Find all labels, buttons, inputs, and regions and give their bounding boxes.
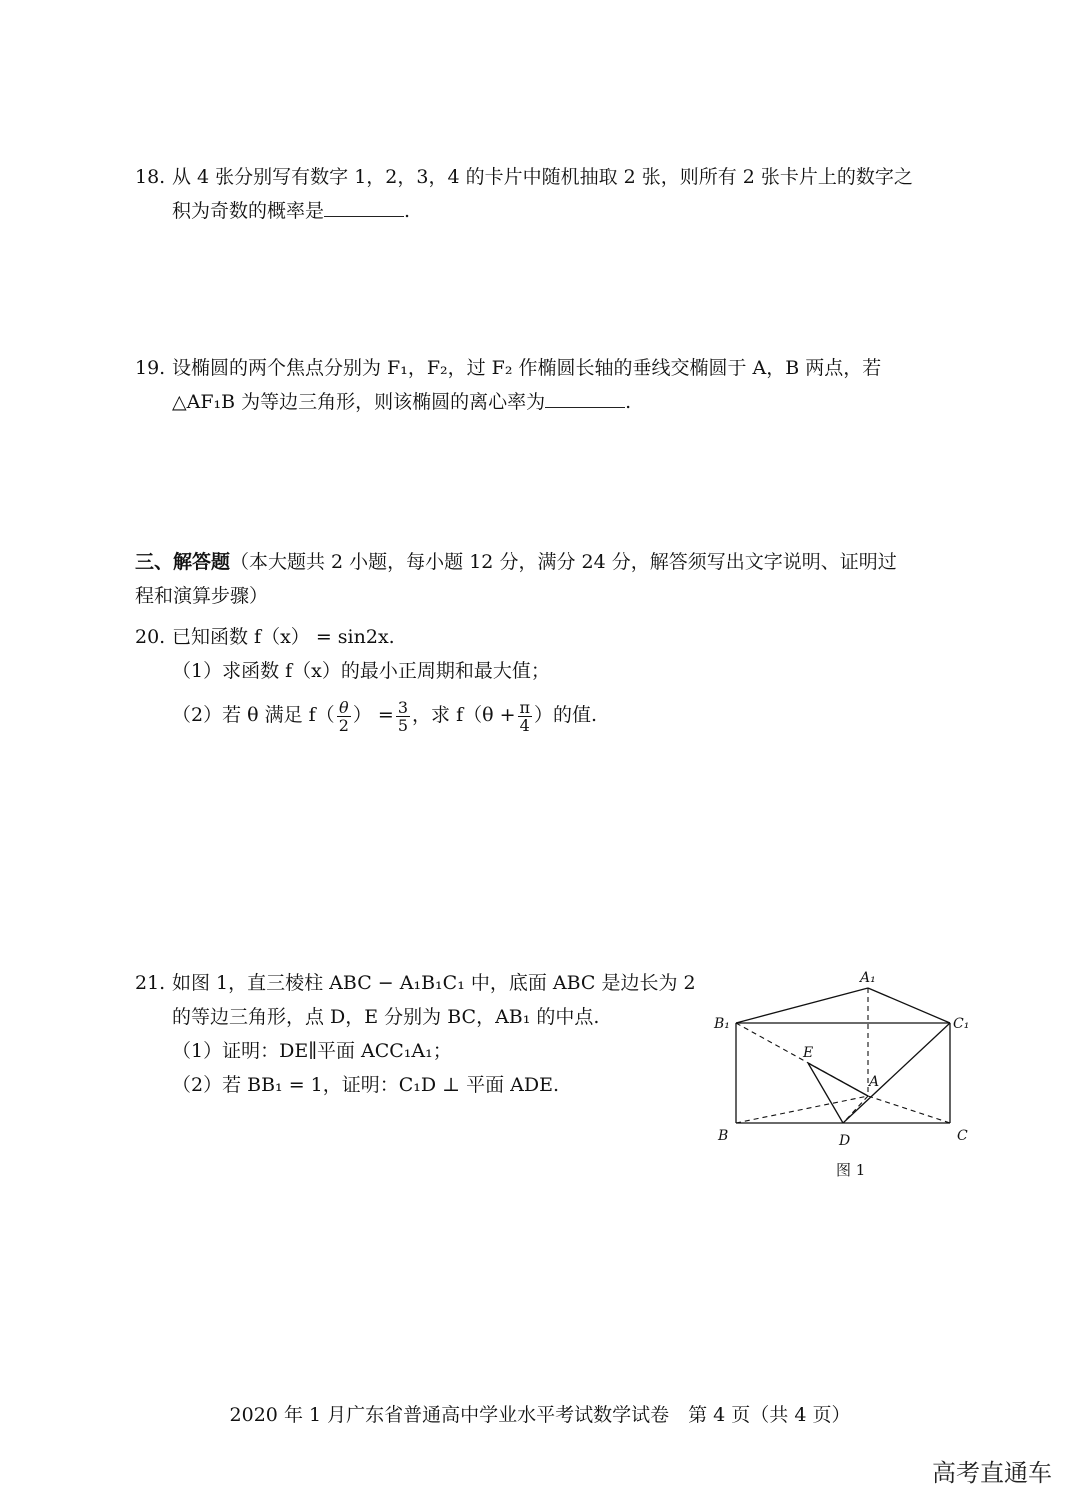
label-d: D: [839, 1133, 851, 1149]
denominator: 4: [519, 715, 530, 735]
label-c: C: [957, 1128, 968, 1144]
answer-blank[interactable]: [324, 194, 404, 217]
question-20: [135, 620, 597, 734]
question-number: 21.: [135, 972, 166, 994]
label-c1: C₁: [953, 1016, 970, 1032]
question-number: 19.: [135, 357, 166, 379]
section-desc: （本大题共 2 小题，每小题 12 分，满分 24 分，解答须写出文字说明、证明过: [230, 551, 897, 573]
numerator: θ: [337, 699, 351, 717]
hidden-segment-a-d: [843, 1096, 868, 1123]
question-number: 18.: [135, 166, 166, 188]
question-text: 从 4 张分别写有数字 1，2，3，4 的卡片中随机抽取 2 张，则所有 2 张卡片上的数字之: [172, 166, 913, 188]
watermark: 高考直通车: [932, 1459, 1052, 1487]
part-text: ，求 f（θ +: [412, 704, 516, 726]
question-part-2: [135, 698, 597, 734]
question-18: [135, 160, 913, 228]
question-part-1: （1）求函数 f（x）的最小正周期和最大值；: [172, 660, 550, 682]
denominator: 5: [397, 715, 409, 735]
question-text: 设椭圆的两个焦点分别为 F₁，F₂，过 F₂ 作椭圆长轴的垂线交椭圆于 A，B 两点，若: [172, 357, 882, 379]
section-desc: 程和演算步骤）: [135, 585, 269, 607]
segment-c1-d: [843, 1023, 950, 1123]
part-text: ） =: [352, 704, 394, 726]
question-stem: 已知函数 f（x） = sin2x.: [172, 626, 395, 648]
question-text: 积为奇数的概率是: [172, 200, 325, 222]
question-text: 如图 1，直三棱柱 ABC − A₁B₁C₁ 中，底面 ABC 是边长为 2: [172, 972, 696, 994]
question-part-2: （2）若 BB₁ = 1，证明：C₁D ⊥ 平面 ADE.: [172, 1074, 559, 1096]
figure-caption: 图 1: [836, 1161, 866, 1179]
question-text: △AF₁B 为等边三角形，则该椭圆的离心率为: [172, 391, 546, 413]
section-heading: [135, 545, 897, 613]
hidden-edge-a-c: [868, 1096, 950, 1123]
denominator: 2: [338, 715, 349, 735]
label-b: B: [718, 1128, 729, 1144]
fraction: [518, 699, 533, 734]
label-a: A: [869, 1074, 880, 1090]
period: .: [625, 391, 632, 413]
section-title: 三、解答题: [135, 551, 231, 573]
label-e: E: [803, 1045, 814, 1061]
period: .: [404, 200, 411, 222]
fraction: [396, 699, 410, 734]
label-b1: B₁: [714, 1016, 730, 1032]
edge-a1-c1: [868, 988, 950, 1023]
numerator: π: [519, 697, 531, 717]
fraction: [337, 699, 351, 734]
prism-figure: [700, 968, 990, 1188]
answer-blank[interactable]: [545, 385, 625, 408]
hidden-segment-b1-a: [736, 1023, 868, 1096]
part-text: ）的值.: [534, 704, 598, 726]
question-21: [135, 966, 696, 1102]
numerator: 3: [397, 697, 409, 717]
question-part-1: （1）证明：DE∥平面 ACC₁A₁；: [172, 1040, 452, 1062]
edge-b1-a1: [736, 988, 868, 1023]
question-number: 20.: [135, 626, 166, 648]
label-a1: A₁: [860, 970, 876, 986]
part-text: （2）若 θ 满足 f（: [172, 704, 335, 726]
page-footer: 2020 年 1 月广东省普通高中学业水平考试数学试卷 第 4 页（共 4 页）: [229, 1404, 851, 1426]
question-19: [135, 351, 881, 419]
question-text: 的等边三角形，点 D，E 分别为 BC，AB₁ 的中点.: [172, 1006, 600, 1028]
